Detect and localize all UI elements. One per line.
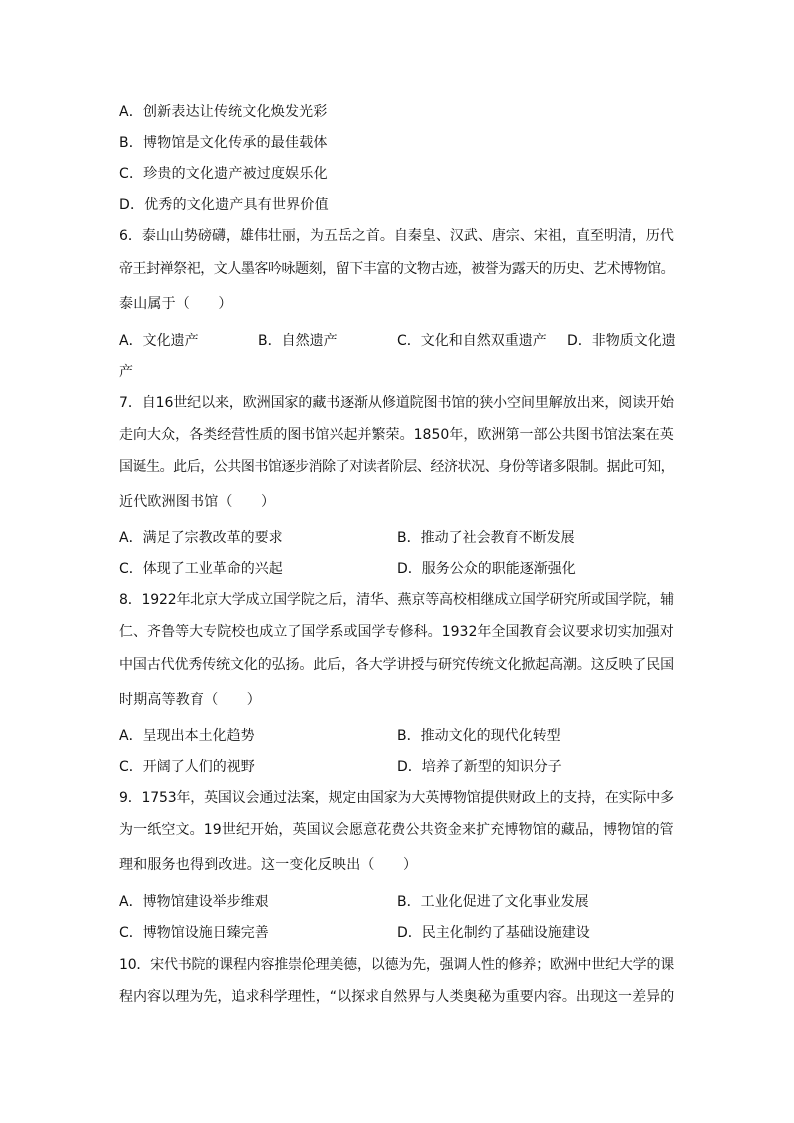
- q7-stem-line-3: 国诞生。此后，公共图书馆逐步消除了对读者阶层、经济状况、身份等诸多限制。据此可知，: [119, 459, 675, 475]
- q6-option-d-wrap: 产: [119, 364, 134, 380]
- q8-option-c: C．开阔了人们的视野: [119, 759, 255, 775]
- q5-option-a: A．创新表达让传统文化焕发光彩: [119, 104, 328, 120]
- q9-stem-line-2: 为一纸空文。19世纪开始，英国议会愿意花费公共资金来扩充博物馆的藏品，博物馆的管: [119, 822, 674, 838]
- q6-stem-line-1: 6．泰山山势磅礴，雄伟壮丽，为五岳之首。自秦皇、汉武、唐宗、宋祖，直至明清，历代: [119, 228, 674, 244]
- q7-option-d: D．服务公众的职能逐渐强化: [397, 561, 576, 577]
- q6-option-d: D．非物质文化遗: [567, 333, 676, 349]
- q6-option-a: A．文化遗产: [119, 333, 199, 349]
- q8-stem-line-2: 仁、齐鲁等大专院校也成立了国学系或国学专修科。1932年全国教育会议要求切实加强对: [119, 624, 674, 640]
- q10-stem-line-2: 程内容以理为先，追求科学理性，“以探求自然界与人类奥秘为重要内容。出现这一差异的: [119, 989, 675, 1005]
- q9-option-c: C．博物馆设施日臻完善: [119, 925, 269, 941]
- q6-stem-line-2: 帝王封禅祭祀，文人墨客吟咏题刻，留下丰富的文物古迹，被誉为露天的历史、艺术博物馆。: [119, 261, 675, 277]
- q9-option-b: B．工业化促进了文化事业发展: [397, 894, 589, 910]
- q8-option-a: A．呈现出本土化趋势: [119, 728, 255, 744]
- q8-option-d: D．培养了新型的知识分子: [397, 759, 562, 775]
- q7-stem-line-2: 走向大众，各类经营性质的图书馆兴起并繁荣。1850年，欧洲第一部公共图书馆法案在英: [119, 427, 674, 443]
- q6-option-b: B．自然遗产: [258, 333, 338, 349]
- q6-stem-line-3: 泰山属于（ ）: [119, 296, 233, 312]
- q7-option-a: A．满足了宗教改革的要求: [119, 530, 283, 546]
- q8-stem-line-1: 8．1922年北京大学成立国学院之后，清华、燕京等高校相继成立国学研究所或国学院，辅: [119, 592, 674, 608]
- q6-option-c: C．文化和自然双重遗产: [397, 333, 547, 349]
- q9-stem-line-1: 9．1753年，英国议会通过法案，规定由国家为大英博物馆提供财政上的支持，在实际中多: [119, 790, 674, 806]
- q5-option-c: C．珍贵的文化遗产被过度娱乐化: [119, 166, 328, 182]
- q8-option-b: B．推动文化的现代化转型: [397, 728, 561, 744]
- q9-option-a: A．博物馆建设举步维艰: [119, 894, 269, 910]
- q5-option-d: D．优秀的文化遗产具有世界价值: [119, 197, 329, 213]
- q9-stem-line-3: 理和服务也得到改进。这一变化反映出（ ）: [119, 857, 418, 873]
- q9-option-d: D．民主化制约了基础设施建设: [397, 925, 590, 941]
- q7-stem-line-1: 7．自16世纪以来，欧洲国家的藏书逐渐从修道院图书馆的狭小空间里解放出来，阅读开始: [119, 395, 674, 411]
- q7-option-b: B．推动了社会教育不断发展: [397, 530, 575, 546]
- q8-stem-line-4: 时期高等教育（ ）: [119, 692, 261, 708]
- q7-option-c: C．体现了工业革命的兴起: [119, 561, 283, 577]
- q10-stem-line-1: 10．宋代书院的课程内容推崇伦理美德，以德为先，强调人性的修养；欧洲中世纪大学的课: [119, 957, 675, 973]
- q8-stem-line-3: 中国古代优秀传统文化的弘扬。此后，各大学讲授与研究传统文化掀起高潮。这反映了民国: [119, 657, 674, 673]
- q5-option-b: B．博物馆是文化传承的最佳载体: [119, 135, 328, 151]
- q7-stem-line-4: 近代欧洲图书馆（ ）: [119, 494, 276, 510]
